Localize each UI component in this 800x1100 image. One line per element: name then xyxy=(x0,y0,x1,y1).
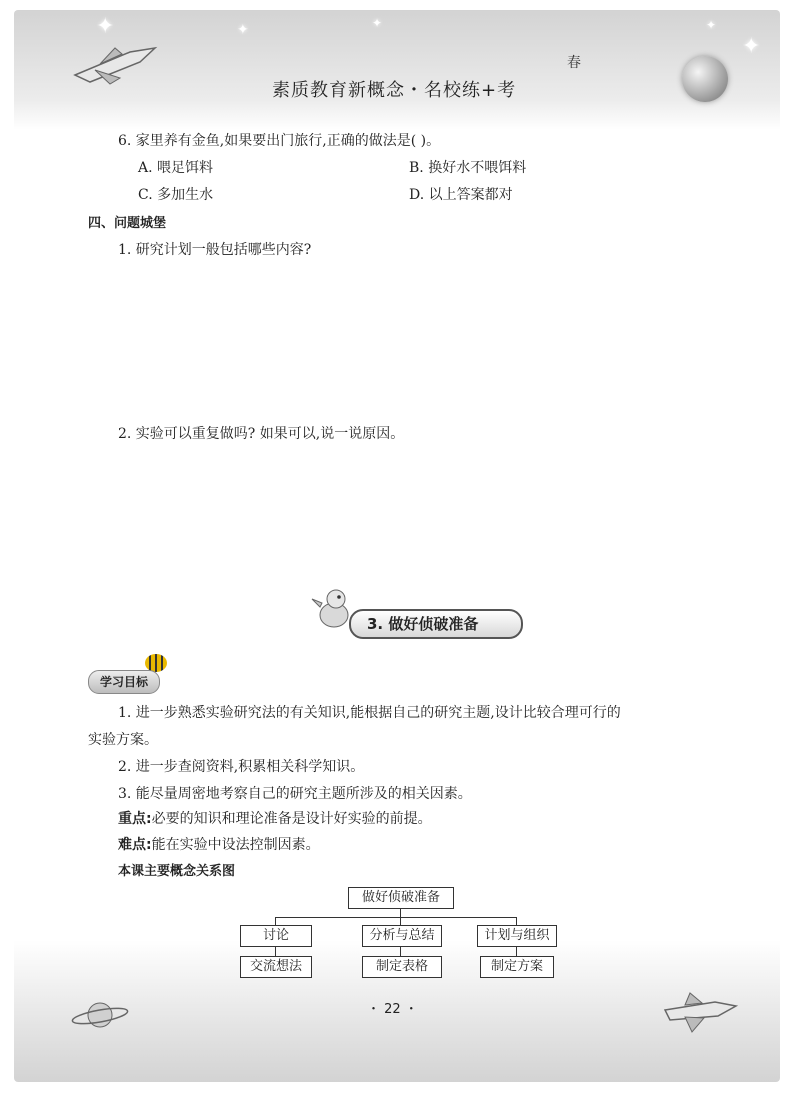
lesson-title: 3. 做好侦破准备 xyxy=(349,609,523,639)
concept-node: 制定方案 xyxy=(480,956,554,978)
connector xyxy=(275,917,276,925)
concept-node: 讨论 xyxy=(240,925,312,947)
section-4-question-1: 1. 研究计划一般包括哪些内容? xyxy=(118,242,312,258)
sparkle-icon: ✦ xyxy=(96,14,115,39)
key-point-label: 重点: xyxy=(118,811,152,827)
goal-item-3: 3. 能尽量周密地考察自己的研究主题所涉及的相关因素。 xyxy=(118,786,472,802)
globe-icon xyxy=(682,56,728,102)
concept-node: 分析与总结 xyxy=(362,925,442,947)
difficult-point xyxy=(118,834,320,854)
sparkle-icon: ✦ xyxy=(372,16,383,30)
question-6-option-d: D. 以上答案都对 xyxy=(409,187,513,203)
concept-root: 做好侦破准备 xyxy=(348,887,454,909)
key-point-text: 必要的知识和理论准备是设计好实验的前提。 xyxy=(151,811,432,827)
question-6-stem: 6. 家里养有金鱼,如果要出门旅行,正确的做法是( )。 xyxy=(118,133,441,149)
question-6-option-b: B. 换好水不喂饵料 xyxy=(409,160,527,176)
concept-node: 计划与组织 xyxy=(477,925,557,947)
question-6-option-a: A. 喂足饵料 xyxy=(138,160,214,176)
connector xyxy=(400,917,401,925)
section-4-heading: 四、问题城堡 xyxy=(88,216,167,231)
connector xyxy=(400,909,401,917)
goal-item-2: 2. 进一步查阅资料,积累相关科学知识。 xyxy=(118,759,365,775)
difficult-point-text: 能在实验中设法控制因素。 xyxy=(151,837,320,853)
question-6-option-c: C. 多加生水 xyxy=(138,187,214,203)
connector xyxy=(275,917,516,918)
concept-node: 制定表格 xyxy=(362,956,442,978)
page-number: ・ 22 ・ xyxy=(367,1002,418,1017)
page-background xyxy=(14,10,780,1082)
space-shuttle-icon xyxy=(70,40,160,90)
learning-goals-tag: 学习目标 xyxy=(88,670,160,694)
connector xyxy=(275,947,276,956)
concept-map-title: 本课主要概念关系图 xyxy=(118,864,236,879)
planet-icon xyxy=(70,995,130,1035)
concept-node: 交流想法 xyxy=(240,956,312,978)
goal-item-1-continued: 实验方案。 xyxy=(88,732,158,748)
section-4-question-2: 2. 实验可以重复做吗? 如果可以,说一说原因。 xyxy=(118,426,405,442)
season-label: 春 xyxy=(567,55,581,71)
sparkle-icon: ✦ xyxy=(237,22,249,38)
sparkle-icon: ✦ xyxy=(706,18,717,32)
difficult-point-label: 难点: xyxy=(118,837,152,853)
connector xyxy=(400,947,401,956)
connector xyxy=(516,947,517,956)
dragon-mascot-icon xyxy=(310,585,354,633)
goal-item-1: 1. 进一步熟悉实验研究法的有关知识,能根据自己的研究主题,设计比较合理可行的 xyxy=(118,705,621,721)
connector xyxy=(516,917,517,925)
space-shuttle-icon xyxy=(660,990,740,1035)
key-point xyxy=(118,808,432,828)
header-title: 素质教育新概念・名校练+考 xyxy=(272,80,517,101)
sparkle-icon: ✦ xyxy=(742,34,761,59)
